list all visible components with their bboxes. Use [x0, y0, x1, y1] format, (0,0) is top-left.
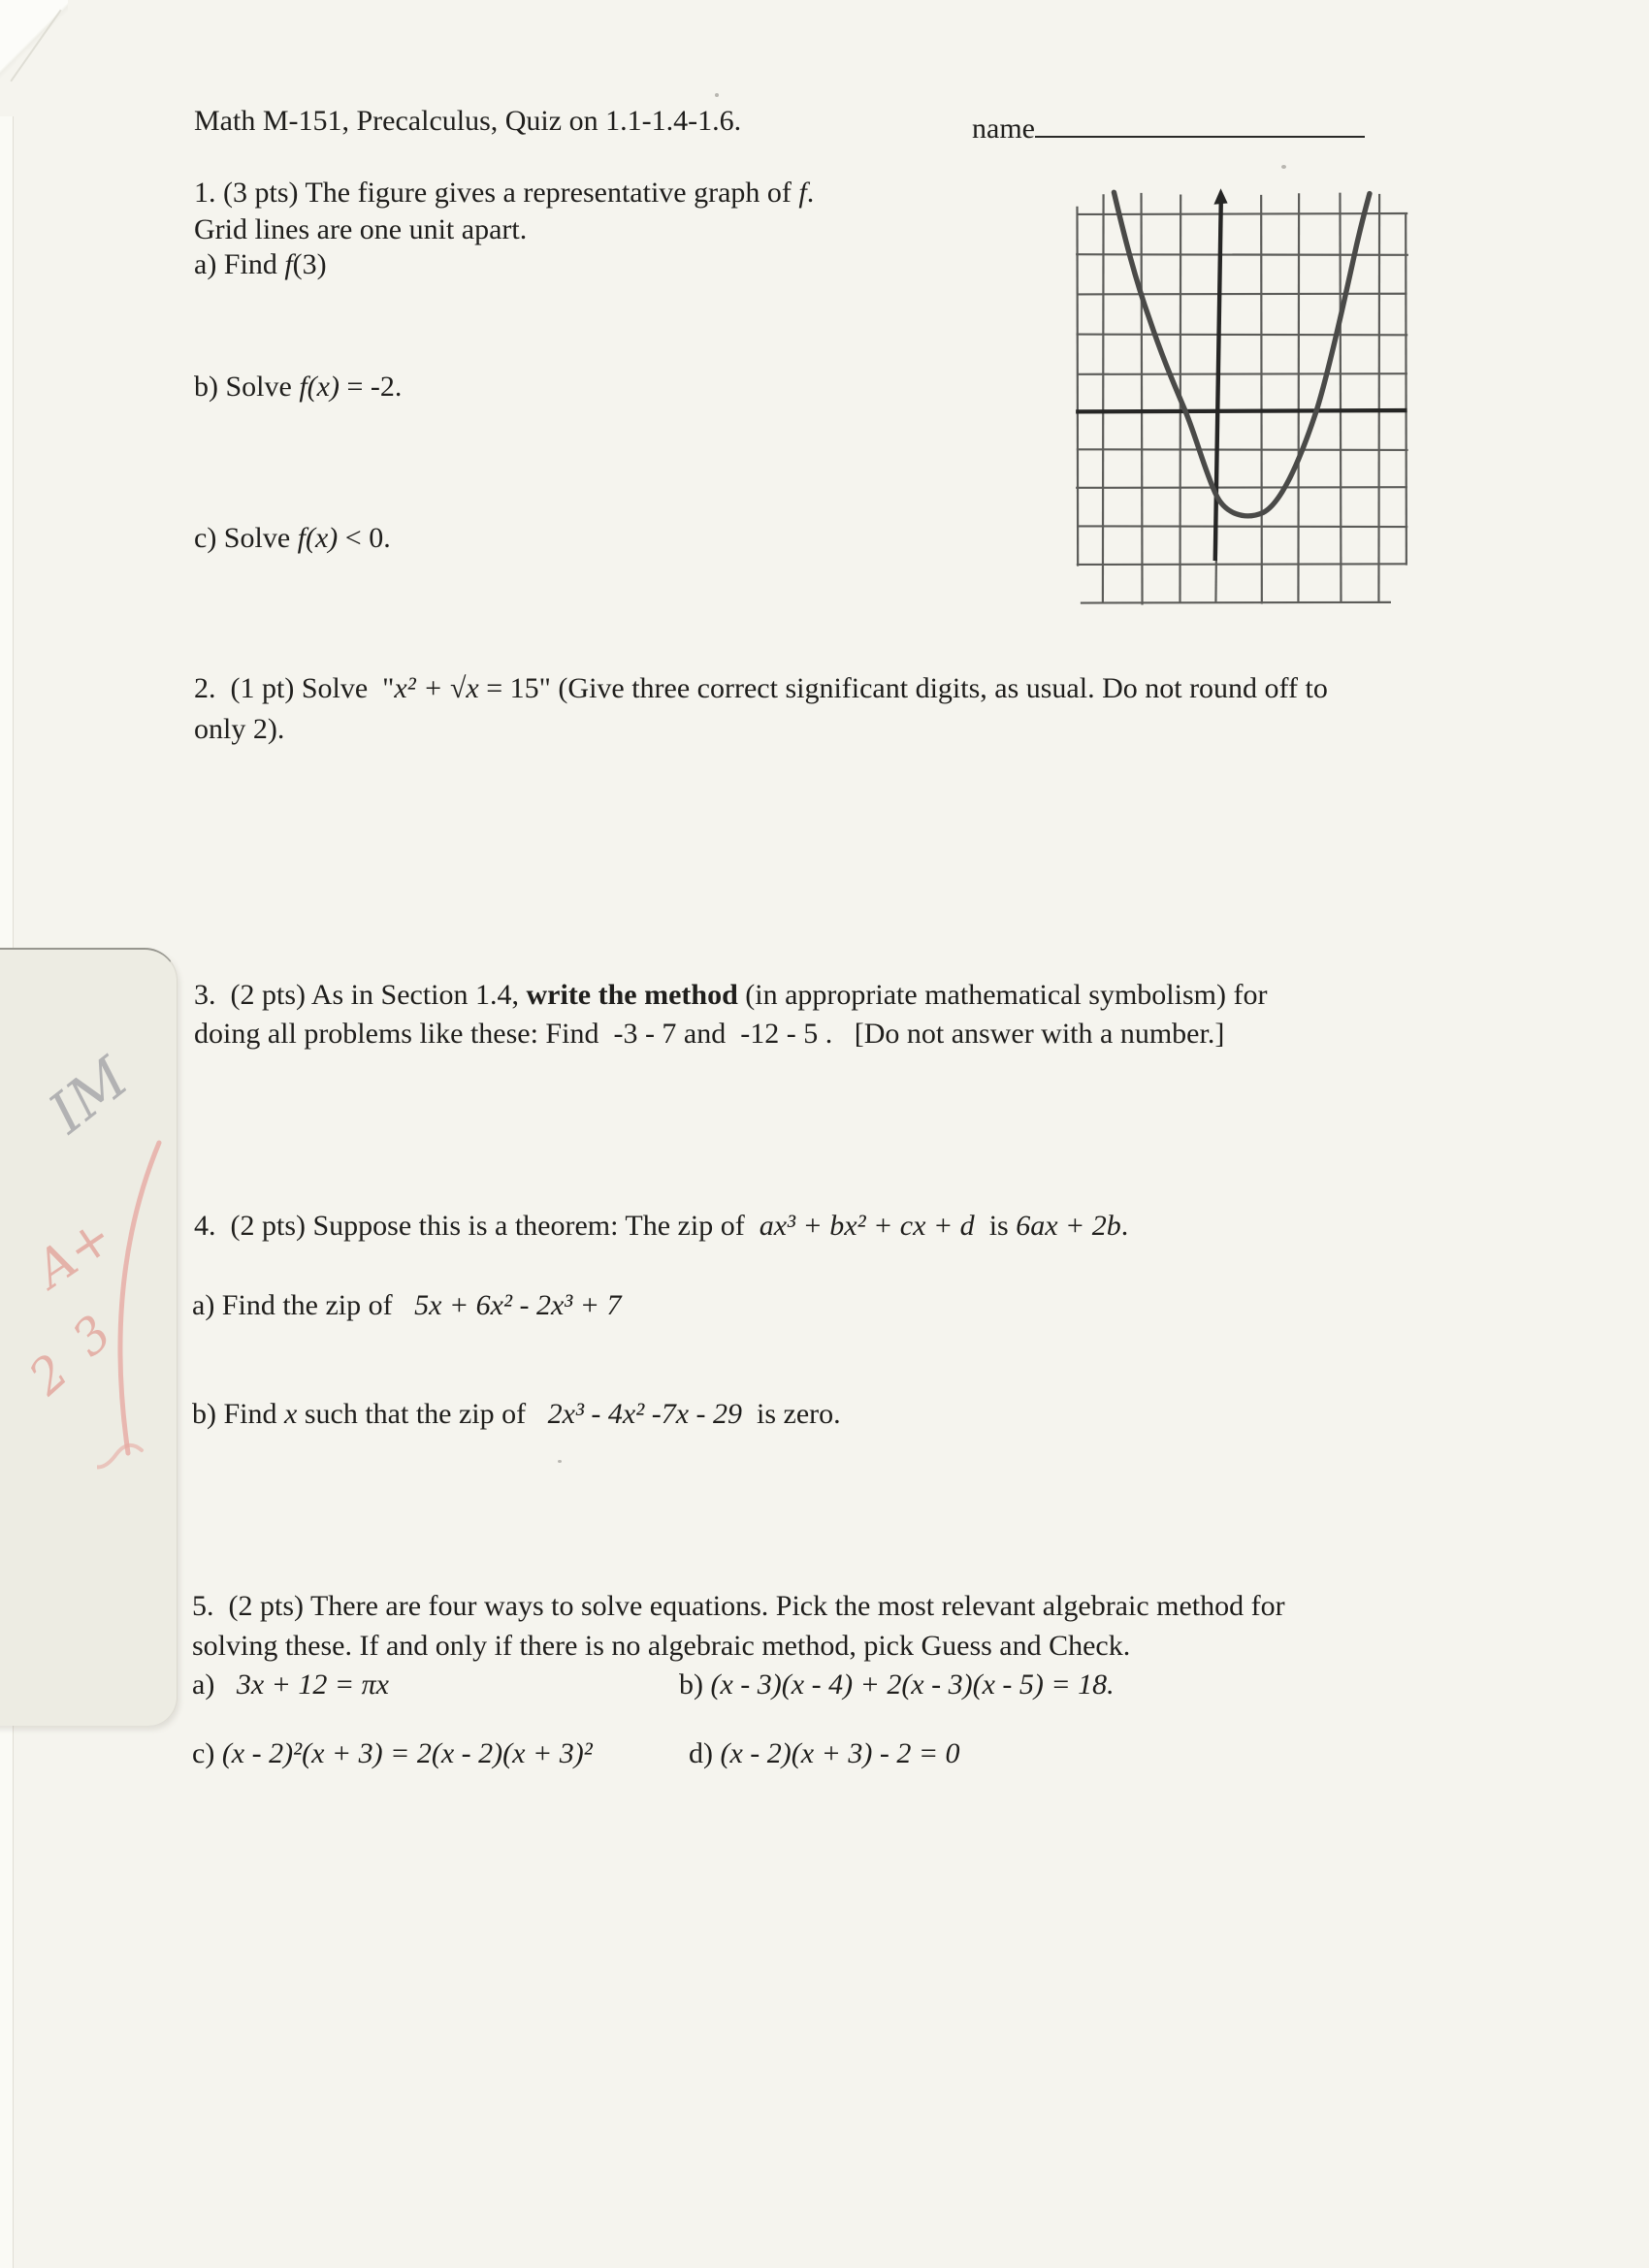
graph-figure — [1048, 155, 1455, 621]
x-axis — [1076, 410, 1406, 411]
question-2-line-2: only 2). — [194, 713, 285, 745]
name-row — [972, 107, 1365, 146]
scan-speck — [1281, 165, 1286, 169]
question-3-line-2: doing all problems like these: Find -3 - 7 and -12 - 5 . [Do not answer with a number.] — [194, 1018, 1225, 1050]
question-5-line-1: 5. (2 pts) There are four ways to solve equations. Pick the most relevant algebraic method for — [192, 1590, 1285, 1622]
name-blank-line — [1035, 107, 1365, 138]
y-axis — [1215, 198, 1221, 562]
question-5b: b) (x - 3)(x - 4) + 2(x - 3)(x - 5) = 18. — [679, 1669, 1115, 1701]
red-grade-mark: A+ — [25, 1207, 123, 1300]
question-4a: a) Find the zip of 5x + 6x² - 2x³ + 7 — [192, 1289, 622, 1321]
question-5d: d) (x - 2)(x + 3) - 2 = 0 — [689, 1737, 960, 1769]
paper-corner-tear — [0, 0, 68, 116]
grid-lines — [1076, 193, 1408, 605]
pencil-mark: IM — [36, 1044, 141, 1147]
question-3-line-1: 3. (2 pts) As in Section 1.4, write the method (in appropriate mathematical symbolism) for — [194, 979, 1268, 1011]
scan-speck — [558, 1460, 562, 1463]
question-1-line-2: Grid lines are one unit apart. — [194, 213, 528, 245]
question-5a: a) 3x + 12 = πx — [192, 1669, 389, 1701]
question-4-line-1: 4. (2 pts) Suppose this is a theorem: The zip of ax³ + bx² + cx + d is 6ax + 2b. — [194, 1210, 1129, 1242]
y-axis-arrow — [1213, 188, 1227, 204]
question-5-line-2: solving these. If and only if there is no algebraic method, pick Guess and Check. — [192, 1630, 1131, 1662]
question-1a: a) Find f(3) — [194, 248, 327, 280]
question-1-line-1: 1. (3 pts) The figure gives a representative graph of f. — [194, 177, 815, 209]
scan-speck — [715, 93, 719, 97]
function-curve — [1114, 192, 1370, 516]
name-label: name — [972, 113, 1035, 145]
question-2-line-1: 2. (1 pt) Solve "x² + √x = 15" (Give three correct significant digits, as usual. Do not round off to — [194, 672, 1328, 704]
question-1b: b) Solve f(x) = -2. — [194, 371, 403, 403]
question-5c: c) (x - 2)²(x + 3) = 2(x - 2)(x + 3)² — [192, 1737, 593, 1769]
page-title: Math M-151, Precalculus, Quiz on 1.1-1.4-1.6. — [194, 105, 742, 137]
red-score-mark: 2 3 — [18, 1300, 127, 1407]
question-4b: b) Find x such that the zip of 2x³ - 4x² -7x - 29 is zero. — [192, 1398, 841, 1430]
question-1c: c) Solve f(x) < 0. — [194, 522, 391, 554]
